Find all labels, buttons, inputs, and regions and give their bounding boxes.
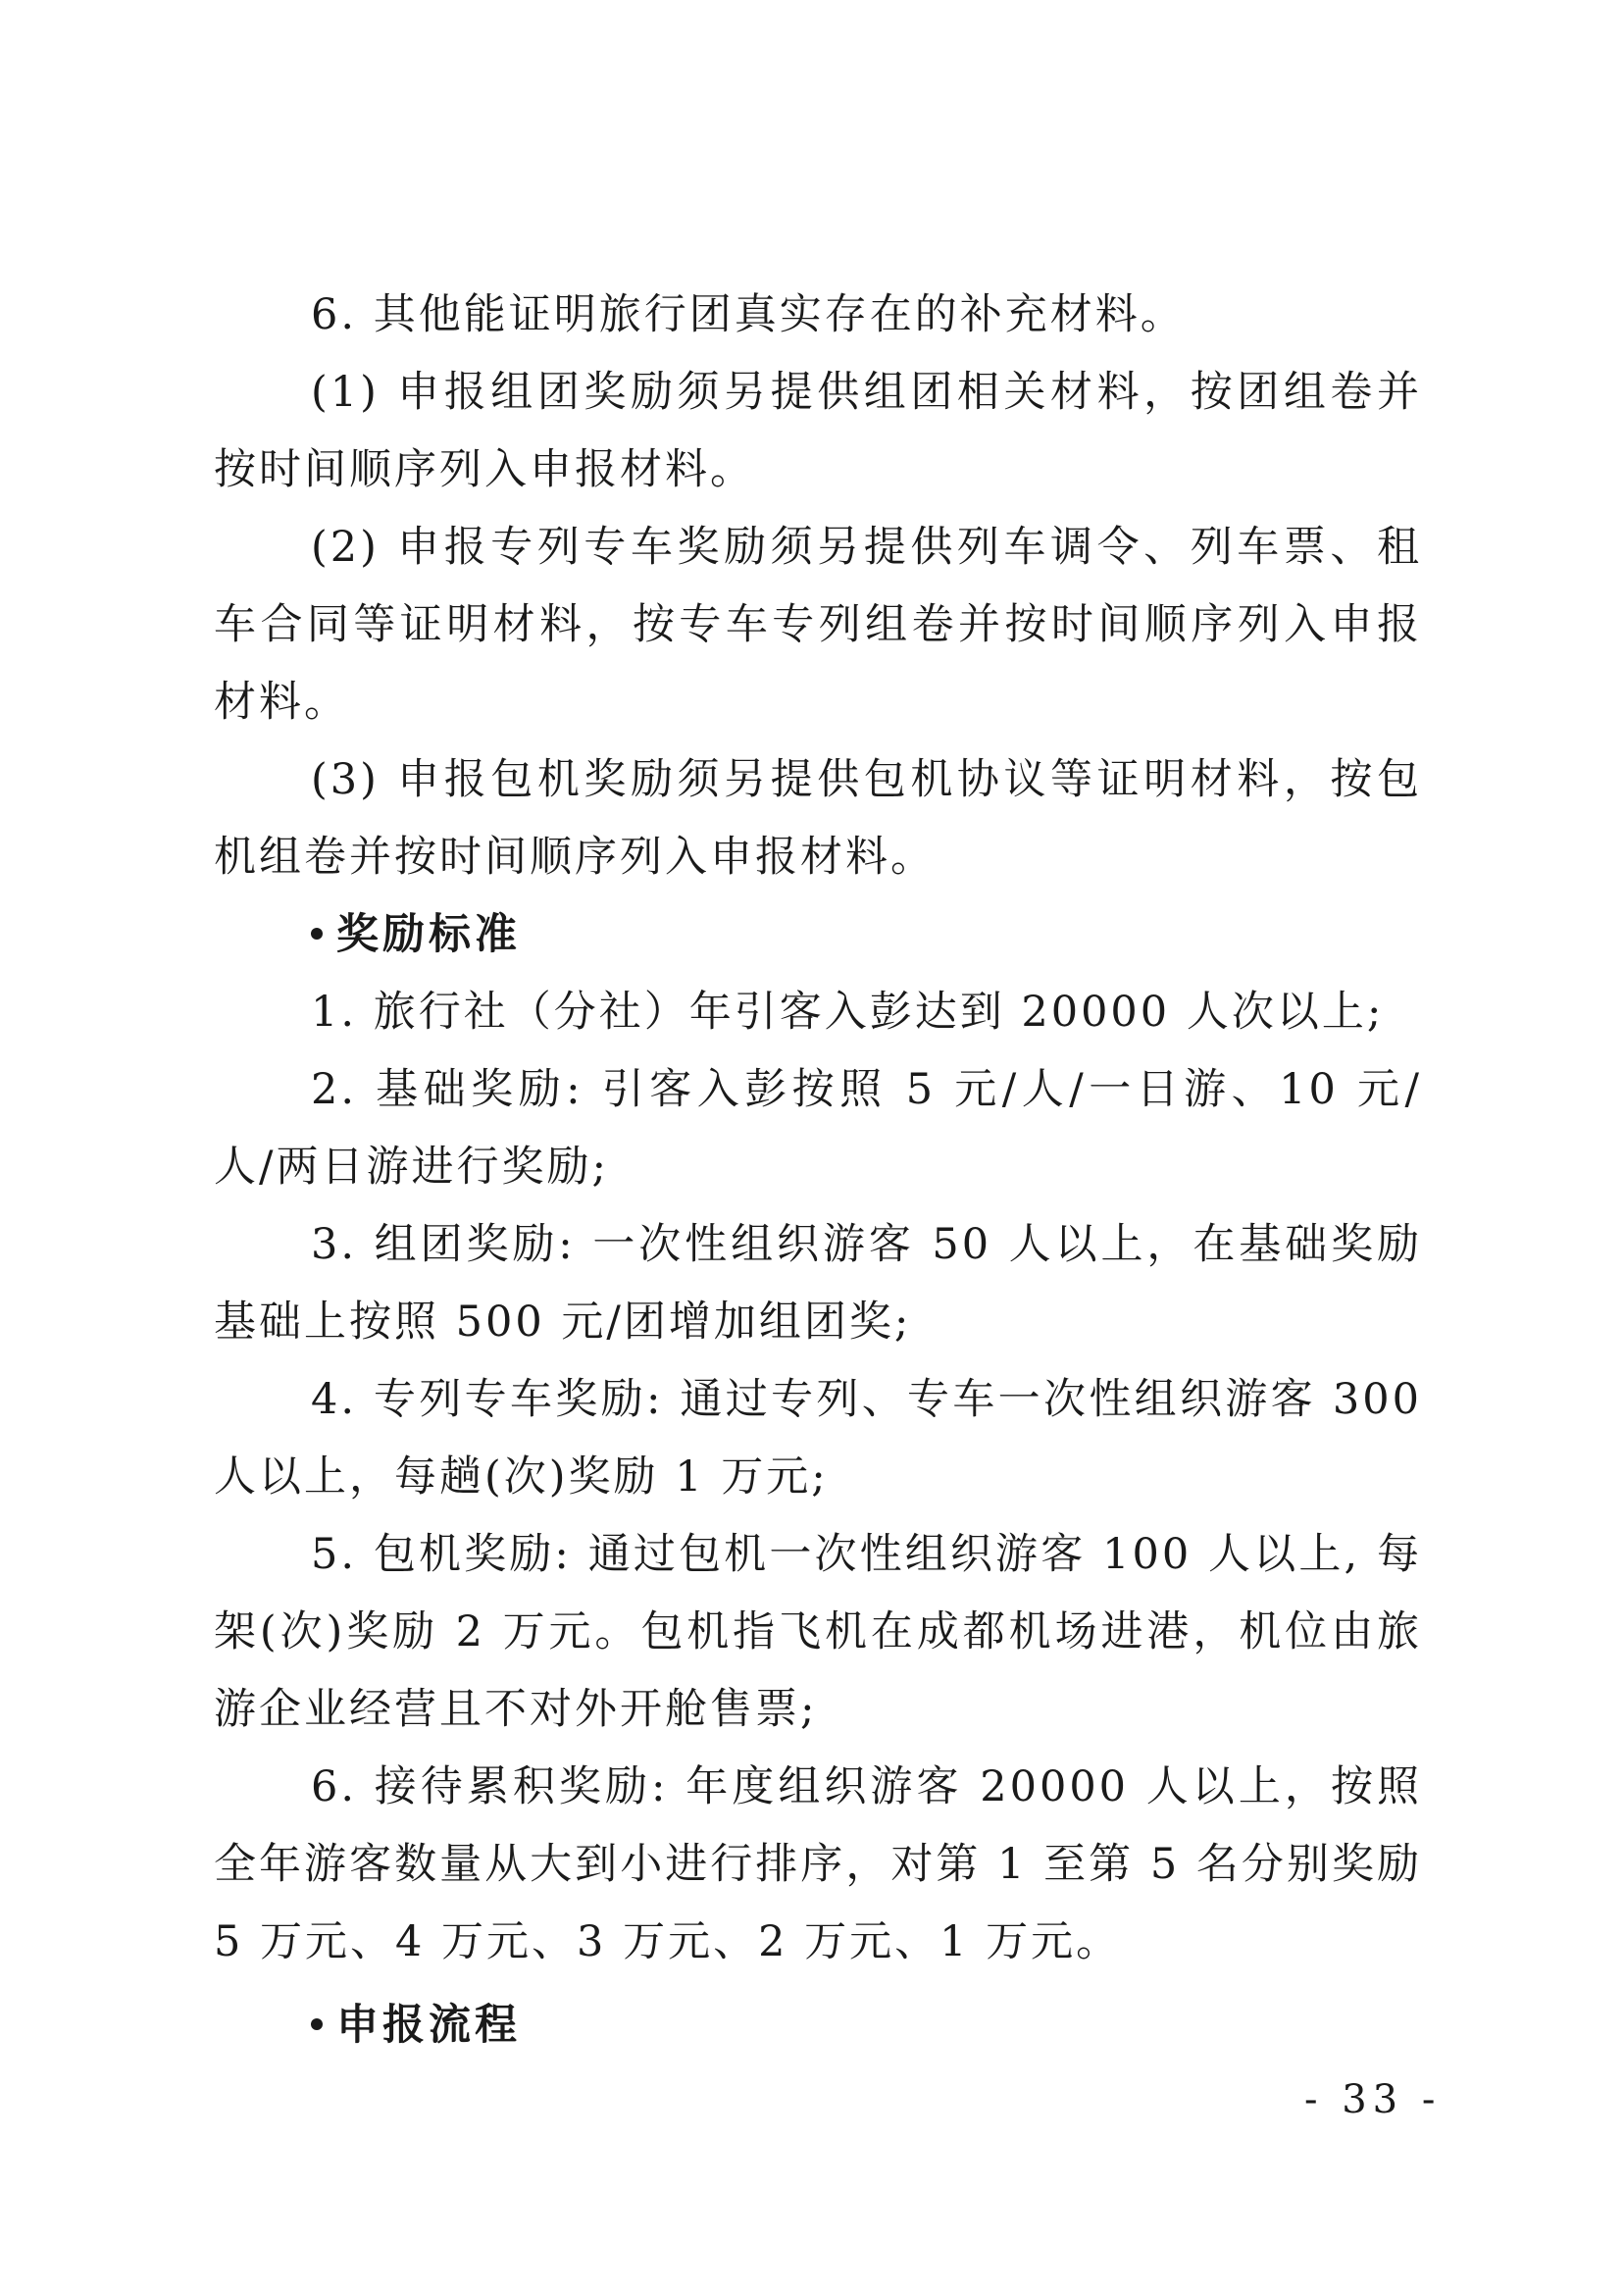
- page-number: - 33 -: [1304, 2077, 1442, 2122]
- paragraph-group-tour: (1) 申报组团奖励须另提供组团相关材料，按团组卷并按时间顺序列入申报材料。: [214, 368, 1422, 494]
- reward-item-5: 5. 包机奖励: 通过包机一次性组织游客 100 人以上, 每架(次)奖励 2 万元。包机指飞机在成都机场进港，机位由旅游企业经营且不对外开舱售票;: [214, 1530, 1422, 1734]
- reward-item-2: 2. 基础奖励: 引客入彭按照 5 元/人/一日游、10 元/人/两日游进行奖励;: [214, 1065, 1422, 1192]
- reward-item-6: 6. 接待累积奖励: 年度组织游客 20000 人以上，按照全年游客数量从大到小进行排序，对第 1 至第 5 名分别奖励 5 万元、4 万元、3 万元、2 万元、1 万元。: [214, 1762, 1422, 1966]
- section-heading-text: 申报流程: [336, 2001, 521, 2050]
- paragraph-charter-flight: (3) 申报包机奖励须另提供包机协议等证明材料，按包机组卷并按时间顺序列入申报材料。: [214, 755, 1422, 882]
- paragraph-supplementary: 6. 其他能证明旅行团真实存在的补充材料。: [311, 290, 1186, 339]
- section-heading-application-process: [214, 1987, 1422, 2064]
- bullet-icon: [311, 2018, 323, 2030]
- paragraph-special-train: (2) 申报专列专车奖励须另提供列车调令、列车票、租车合同等证明材料，按专车专列组卷并按时间顺序列入申报材料。: [214, 523, 1422, 727]
- reward-item-3: 3. 组团奖励: 一次性组织游客 50 人以上，在基础奖励基础上按照 500 元/团增加组团奖;: [214, 1220, 1422, 1347]
- section-heading-text: 奖励标准: [336, 910, 521, 959]
- reward-item-1: 1. 旅行社（分社）年引客入彭达到 20000 人次以上;: [311, 988, 1385, 1037]
- reward-item-4: 4. 专列专车奖励: 通过专列、专车一次性组织游客 300 人以上，每趟(次)奖励 1 万元;: [214, 1375, 1422, 1502]
- page-body: [214, 277, 1422, 2064]
- section-heading-reward-standard: [214, 896, 1422, 974]
- bullet-icon: [311, 928, 323, 940]
